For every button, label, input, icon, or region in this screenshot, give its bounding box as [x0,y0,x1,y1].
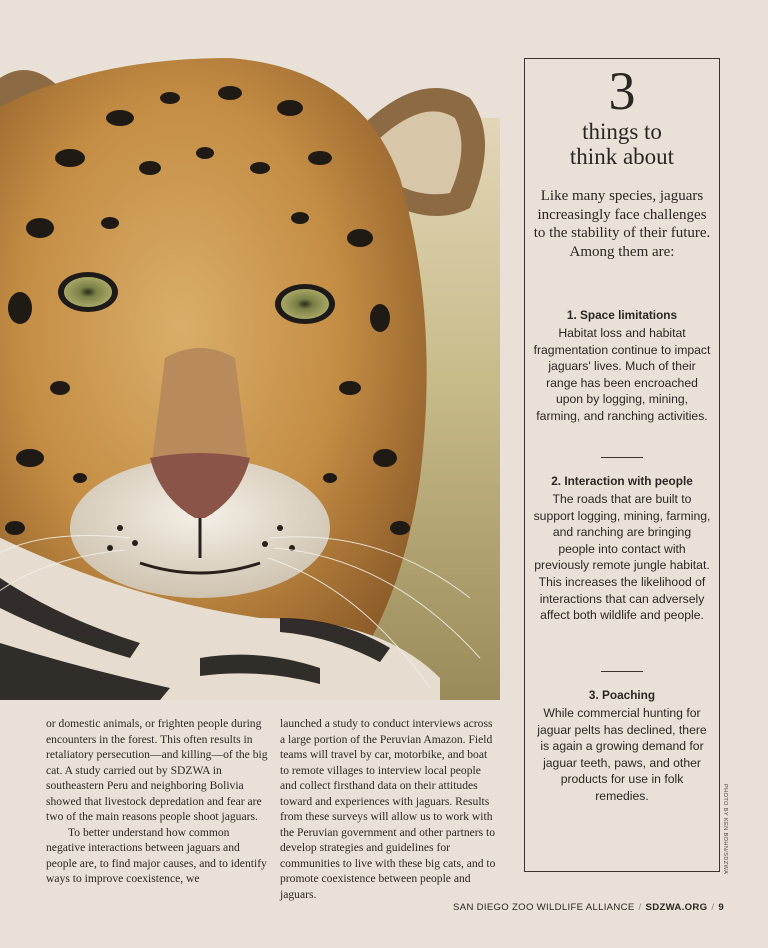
article-paragraph: To better understand how common negative interactions between jaguars and people are, to find major causes, and to identify ways to improve coexistence, we [46,825,267,885]
jaguar-photo [0,58,500,700]
article-paragraph: or domestic animals, or frighten people during encounters in the forest. This often results in retaliatory persecution—and killing—of the big cat. A study carried out by SDZWA in southeastern Peru and neighboring Bolivia showed that livestock depredation and fear are two of the main reasons people shoot jaguars. [46,717,268,823]
page-number: 9 [718,902,724,913]
sidebar-item-poaching [533,687,711,805]
sidebar-item-space-limitations [533,307,711,425]
photo-credit: PHOTO BY KEN BOHN/SDZWA [722,784,728,875]
footer-org: SAN DIEGO ZOO WILDLIFE ALLIANCE [453,902,635,913]
sidebar-item-body: While commercial hunting for jaguar pelts has declined, there is again a growing demand for jaguar teeth, paws, and other products for use in folk remedies. [537,706,707,803]
footer-site-link[interactable]: SDZWA.ORG [645,902,708,913]
article-column-1 [46,716,268,887]
sidebar-title-line-1: things to [582,119,662,144]
page-footer [453,902,724,913]
sidebar-item-heading: 1. Space limitations [566,308,678,322]
sidebar-title [525,119,719,169]
sidebar-item-heading: 2. Interaction with people [551,474,693,488]
sidebar-title-line-2: think about [569,144,675,169]
footer-separator: / [711,902,715,913]
sidebar-item-heading: 3. Poaching [588,688,656,702]
sidebar-item-body: Habitat loss and habitat fragmentation continue to impact jaguars' lives. Much of their range has been encroached upon by logging, mining, farming, and ranching activities. [533,326,711,423]
sidebar-intro: Like many species, jaguars increasingly face challenges to the stability of their future. Among them are: [533,188,711,260]
divider [601,457,643,458]
sidebar-number: 3 [608,61,636,121]
article-column-2 [280,716,496,902]
sidebar-item-body: The roads that are built to support logging, mining, farming, and ranching are bringing people into contact with previously remote jungle habitat. This increases the likelihood of interactions that can adversely affect both wildlife and people. [533,492,711,623]
things-to-think-about-box [524,58,720,872]
sidebar-item-interaction-with-people [533,473,711,624]
footer-separator: / [638,902,642,913]
divider [601,671,643,672]
article-paragraph: launched a study to conduct interviews across a large portion of the Peruvian Amazon. Field teams will travel by car, motorbike, and boat to remote villages to interview local people and collect firsthand data on their attitudes toward and experiences with jaguars. Results from these surveys will allow us to work with the Peruvian government and other partners to develop strategies and guidelines for communities to live with these big cats, and to promote coexistence between people and jaguars. [280,717,496,901]
